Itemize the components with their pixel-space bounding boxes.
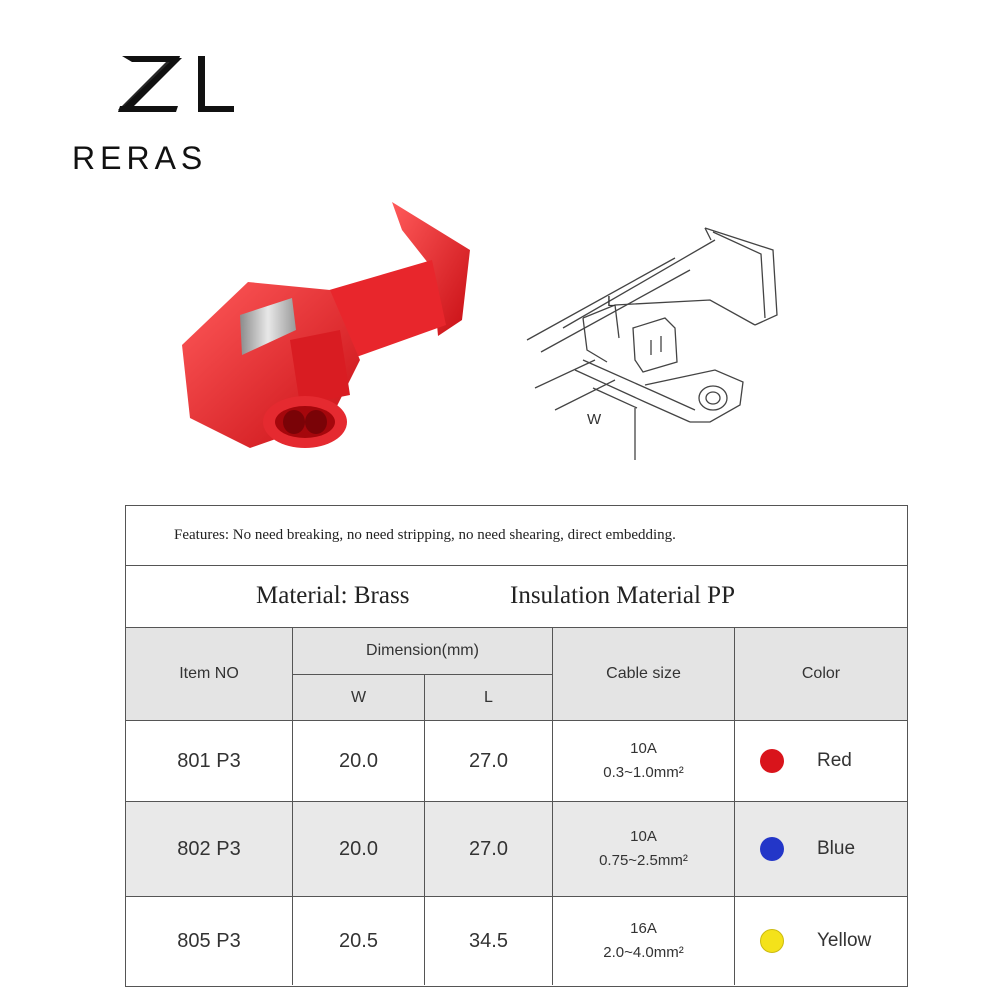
row1-item: 801 P3 [126,720,292,801]
red-connector-image [170,190,500,480]
red-swatch-icon [760,749,784,773]
material-row [126,566,907,628]
row3-cable [552,896,734,985]
row1-w: 20.0 [292,720,424,801]
product-photo [170,190,500,480]
dim-label-l: L [607,293,616,310]
row1-range: 0.3~1.0mm² [603,764,684,781]
zl-logo-icon [70,48,290,128]
row2-color-name: Blue [817,838,856,859]
row1-color [734,720,907,801]
row1-color-name: Red [817,750,852,771]
row1-amp: 10A [630,740,657,757]
row3-w: 20.5 [292,896,424,985]
header-w: W [292,674,424,720]
row2-cable [552,801,734,896]
row1-cable [552,720,734,801]
features-text: Features: No need breaking, no need stripping, no need shearing, direct embedding. [174,527,676,543]
row2-range: 0.75~2.5mm² [599,852,688,869]
header-l: L [424,674,552,720]
insulation-text: Insulation Material PP [510,582,735,609]
row2-l: 27.0 [424,801,552,896]
connector-line-drawing [515,210,800,470]
yellow-swatch-icon [760,929,784,953]
header-dimension: Dimension(mm) [292,628,552,674]
row3-range: 2.0~4.0mm² [603,944,684,961]
row2-amp: 10A [630,828,657,845]
spec-table [125,505,908,987]
row2-item: 802 P3 [126,801,292,896]
material-text: Material: Brass [256,582,410,609]
dimension-diagram [515,210,800,470]
brand-wordmark: RERAS [72,140,208,176]
row1-l: 27.0 [424,720,552,801]
header-color: Color [734,628,907,720]
row2-w: 20.0 [292,801,424,896]
row3-l: 34.5 [424,896,552,985]
row3-color-name: Yellow [817,930,872,951]
blue-swatch-icon [760,837,784,861]
row2-color [734,801,907,896]
header-item-no: Item NO [126,628,292,720]
row3-color [734,896,907,985]
features-row [126,506,907,566]
dim-label-w: W [587,411,602,428]
row3-item: 805 P3 [126,896,292,985]
row3-amp: 16A [630,920,657,937]
header-cable-size: Cable size [552,628,734,720]
